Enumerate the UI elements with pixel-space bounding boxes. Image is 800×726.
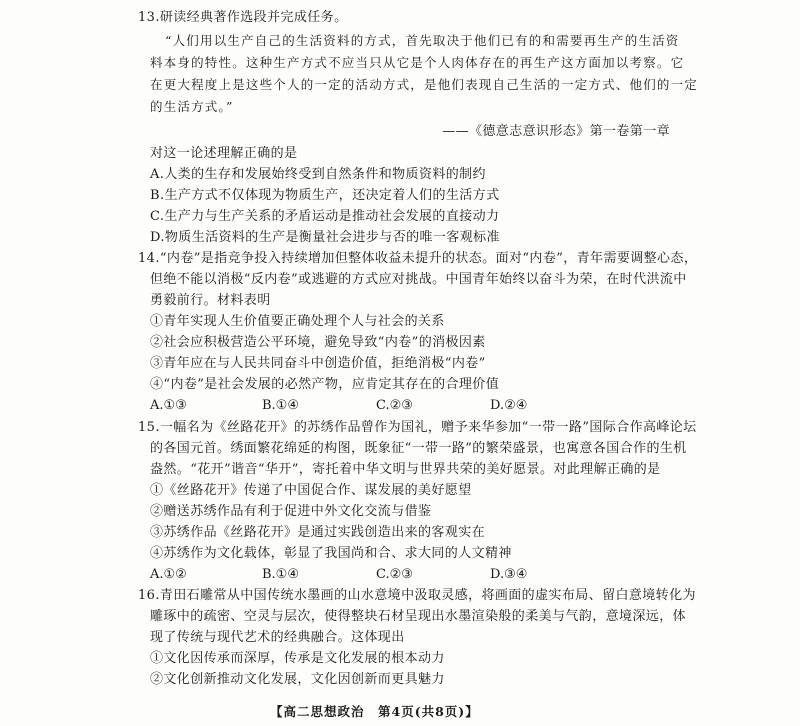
q14-choice-a: A.①③ <box>150 398 187 413</box>
q13-quote-line-4: 的生活方式。” <box>150 99 234 114</box>
q14-stem-line-2: 但绝不能以消极“反内卷”或逃避的方式应对挑战。中国青年始终以奋斗为荣，在时代洪流中 <box>150 272 687 287</box>
q15-stem-line-2: 的各国元首。绣面繁花绵延的构图，既象征“一带一路”的繁荣盛景，也寓意各国合作的生机 <box>150 441 687 456</box>
q15-stem-line-1: 15.一幅名为《丝路花开》的苏绣作品曾作为国礼，赠予来华参加“一带一路”国际合作高峰论坛 <box>138 420 697 435</box>
q13-option-c: C.生产力与生产关系的矛盾运动是推动社会发展的直接动力 <box>150 209 500 224</box>
q13-stem: 13.研读经典著作选段并完成任务。 <box>138 10 348 25</box>
q16-item-2: ②文化创新推动文化发展，文化因创新而更具魅力 <box>150 672 445 687</box>
q14-stem-line-1: 14.“内卷”是指竞争投入持续增加但整体收益未提升的状态。面对“内卷”，青年需要调整心态， <box>138 251 698 266</box>
q15-choice-b: B.①④ <box>262 567 299 582</box>
q13-question: 对这一论述理解正确的是 <box>150 146 298 161</box>
q16-stem-line-2: 雕琢中的疏密、空灵与层次，使得整块石材呈现出水墨渲染般的柔美与气韵，意境深远，体 <box>150 609 687 624</box>
q14-choice-b: B.①④ <box>262 398 299 413</box>
q13-quote-line-3: 在更大程度上是这些个人的一定的活动方式，是他们表现自己生活的一定方式、他们的一定 <box>150 77 699 92</box>
q15-item-4: ④苏绣作为文化载体，彰显了我国尚和合、求大同的人文精神 <box>150 546 512 561</box>
q13-option-a: A.人类的生存和发展始终受到自然条件和物质资料的制约 <box>150 167 486 182</box>
q13-quote-line-2: 料本身的特性。这种生产方式不应当只从它是个人肉体存在的再生产这方面加以考察。它 <box>150 55 685 70</box>
q14-choice-d: D.②④ <box>490 398 528 413</box>
q13-quote-line-1: “人们用以生产自己的生活资料的方式，首先取决于他们已有的和需要再生产的生活资 <box>165 33 680 48</box>
q15-choice-d: D.③④ <box>490 567 528 582</box>
q13-option-d: D.物质生活资料的生产是衡量社会进步与否的唯一客观标准 <box>150 230 500 245</box>
q15-choice-c: C.②③ <box>376 567 413 582</box>
q15-item-3: ③苏绣作品《丝路花开》是通过实践创造出来的客观实在 <box>150 525 486 540</box>
q16-item-1: ①文化因传承而深厚，传承是文化发展的根本动力 <box>150 651 445 666</box>
q13-option-b: B.生产方式不仅体现为物质生产，还决定着人们的生活方式 <box>150 188 500 203</box>
q14-choice-c: C.②③ <box>376 398 413 413</box>
q16-stem-line-3: 现了传统与现代艺术的经典融合。这体现出 <box>150 630 405 645</box>
q13-source: ——《德意志意识形态》第一卷第一章 <box>442 124 670 139</box>
q14-stem-line-3: 勇毅前行。材料表明 <box>150 293 271 308</box>
q16-stem-line-1: 16.青田石雕常从中国传统水墨画的山水意境中汲取灵感，将画面的虚实布局、留白意境转化为 <box>138 588 696 603</box>
q15-item-2: ②赠送苏绣作品有利于促进中外文化交流与借鉴 <box>150 504 432 519</box>
q15-stem-line-3: 盎然。“花开”谐音“华开”，寄托着中华文明与世界共荣的美好愿景。对此理解正确的是 <box>150 462 661 477</box>
page-footer: 【高二思想政治 第4页(共8页)】 <box>270 704 479 719</box>
q15-choice-a: A.①② <box>150 567 187 582</box>
q14-item-1: ①青年实现人生价值要正确处理个人与社会的关系 <box>150 314 445 329</box>
q14-item-4: ④“内卷”是社会发展的必然产物，应肯定其存在的合理价值 <box>150 377 500 392</box>
q14-item-3: ③青年应在与人民共同奋斗中创造价值，拒绝消极“内卷” <box>150 356 486 371</box>
q14-item-2: ②社会应积极营造公平环境，避免导致“内卷”的消极因素 <box>150 335 486 350</box>
q15-item-1: ①《丝路花开》传递了中国促合作、谋发展的美好愿望 <box>150 483 472 498</box>
